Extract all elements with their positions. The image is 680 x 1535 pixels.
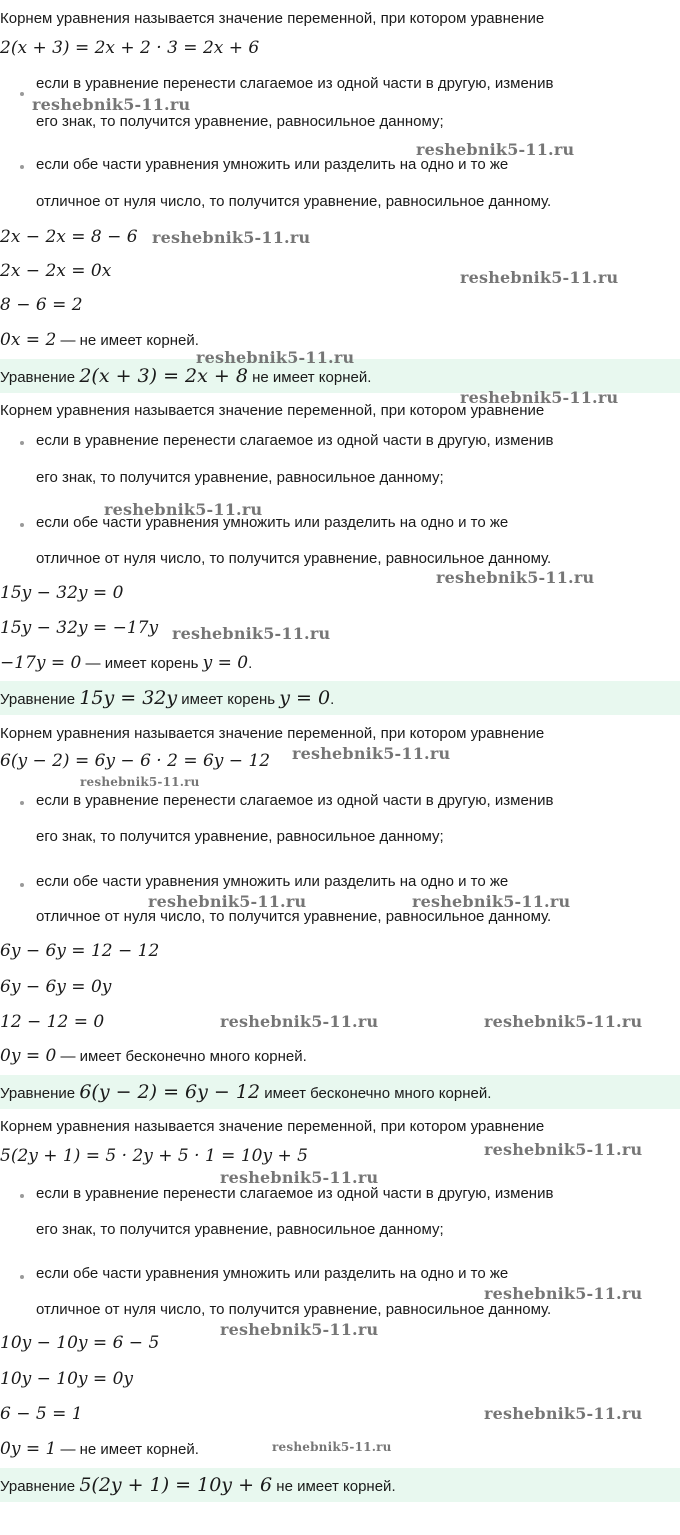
- answer-text: не имеет корней.: [247, 369, 372, 386]
- rule-1-line-1: если в уравнение перенести слагаемое из одной части в другую, изменив: [36, 432, 554, 449]
- bullet-dot: [20, 1275, 24, 1279]
- result-line: [0, 329, 199, 352]
- definition-text: Корнем уравнения называется значение переменной, при котором уравнение: [0, 10, 545, 27]
- answer-equation: 2(x + 3) = 2x + 8: [79, 365, 248, 387]
- answer-equation: 5(2y + 1) = 10y + 6: [79, 1474, 273, 1496]
- watermark: reshebnik5-11.ru: [484, 1404, 643, 1423]
- watermark: reshebnik5-11.ru: [460, 268, 619, 287]
- definition-text: Корнем уравнения называется значение переменной, при котором уравнение: [0, 1118, 545, 1135]
- watermark: reshebnik5-11.ru: [484, 1140, 643, 1159]
- watermark: reshebnik5-11.ru: [220, 1320, 379, 1339]
- watermark: reshebnik5-11.ru: [32, 95, 191, 114]
- rule-2-line-1: если обе части уравнения умножить или разделить на одно и то же: [36, 873, 509, 890]
- watermark: reshebnik5-11.ru: [220, 1168, 379, 1187]
- bullet-dot: [20, 92, 24, 96]
- result-text: — имеет корень: [81, 655, 203, 672]
- rule-1-line-1: если в уравнение перенести слагаемое из одной части в другую, изменив: [36, 75, 554, 92]
- answer-prefix: Уравнение: [0, 1085, 80, 1102]
- bullet-dot: [20, 1194, 24, 1198]
- answer-root: y = 0: [279, 687, 331, 709]
- rule-2-line-1: если обе части уравнения умножить или разделить на одно и то же: [36, 1265, 509, 1282]
- rule-1-line-2: его знак, то получится уравнение, равносильное данному;: [36, 113, 444, 130]
- answer-prefix: Уравнение: [0, 369, 80, 386]
- answer-equation: 15y = 32y: [79, 687, 178, 709]
- rule-1-line-2: его знак, то получится уравнение, равносильное данному;: [36, 469, 444, 486]
- result-text: — не имеет корней.: [56, 1441, 199, 1458]
- answer-prefix: Уравнение: [0, 1478, 80, 1495]
- watermark: reshebnik5-11.ru: [412, 892, 571, 911]
- answer-text: имеет бесконечно много корней.: [260, 1085, 492, 1102]
- step-equation: 10y − 10y = 6 − 5: [0, 1333, 160, 1353]
- answer-text: не имеет корней.: [272, 1478, 396, 1495]
- answer-text: имеет корень: [177, 691, 280, 708]
- bullet-dot: [20, 523, 24, 527]
- result-line: [0, 1045, 307, 1068]
- definition-text: Корнем уравнения называется значение переменной, при котором уравнение: [0, 725, 545, 742]
- bullet-dot: [20, 883, 24, 887]
- rule-1-line-2: его знак, то получится уравнение, равносильное данному;: [36, 1221, 444, 1238]
- rule-1-line-1: если в уравнение перенести слагаемое из одной части в другую, изменив: [36, 1185, 554, 1202]
- step-equation: 10y − 10y = 0y: [0, 1369, 133, 1389]
- result-text: — имеет бесконечно много корней.: [56, 1048, 307, 1065]
- watermark: reshebnik5-11.ru: [436, 568, 595, 587]
- step-equation: 12 − 12 = 0: [0, 1012, 105, 1032]
- result-equation: 0y = 0: [0, 1046, 57, 1066]
- result-text: — не имеет корней.: [56, 332, 199, 349]
- watermark: reshebnik5-11.ru: [152, 228, 311, 247]
- watermark: reshebnik5-11.ru: [484, 1012, 643, 1031]
- result-equation: 0y = 1: [0, 1439, 57, 1459]
- expansion-equation: 2(x + 3) = 2x + 2 · 3 = 2x + 6: [0, 38, 260, 58]
- result-root: y = 0: [202, 653, 249, 673]
- rule-2-line-2: отличное от нуля число, то получится уравнение, равносильное данному.: [36, 193, 552, 210]
- step-equation: 8 − 6 = 2: [0, 295, 83, 315]
- watermark: reshebnik5-11.ru: [272, 1440, 392, 1454]
- definition-text: Корнем уравнения называется значение переменной, при котором уравнение: [0, 402, 545, 419]
- watermark: reshebnik5-11.ru: [148, 892, 307, 911]
- watermark: reshebnik5-11.ru: [220, 1012, 379, 1031]
- answer-equation: 6(y − 2) = 6y − 12: [79, 1081, 261, 1103]
- step-equation: 6y − 6y = 12 − 12: [0, 941, 160, 961]
- step-equation: 15y − 32y = 0: [0, 583, 124, 603]
- watermark: reshebnik5-11.ru: [292, 744, 451, 763]
- rule-1-line-1: если в уравнение перенести слагаемое из одной части в другую, изменив: [36, 792, 554, 809]
- step-equation: 2x − 2x = 0x: [0, 261, 112, 281]
- watermark: reshebnik5-11.ru: [172, 624, 331, 643]
- rule-2-line-2: отличное от нуля число, то получится уравнение, равносильное данному.: [36, 550, 552, 567]
- answer-prefix: Уравнение: [0, 691, 80, 708]
- result-line: [0, 652, 252, 675]
- answer-box: [0, 1468, 680, 1502]
- step-equation: 6 − 5 = 1: [0, 1404, 83, 1424]
- answer-box: [0, 681, 680, 715]
- watermark: reshebnik5-11.ru: [484, 1284, 643, 1303]
- rule-2-line-1: если обе части уравнения умножить или разделить на одно и то же: [36, 514, 509, 531]
- step-equation: 2x − 2x = 8 − 6: [0, 227, 138, 247]
- rule-2-line-2: отличное от нуля число, то получится уравнение, равносильное данному.: [36, 908, 552, 925]
- answer-end: .: [330, 691, 335, 708]
- rule-1-line-2: его знак, то получится уравнение, равносильное данному;: [36, 828, 444, 845]
- bullet-dot: [20, 801, 24, 805]
- result-end: .: [248, 655, 253, 672]
- rule-2-line-1: если обе части уравнения умножить или разделить на одно и то же: [36, 156, 509, 173]
- expansion-equation: 5(2y + 1) = 5 · 2y + 5 · 1 = 10y + 5: [0, 1146, 308, 1166]
- step-equation: 15y − 32y = −17y: [0, 618, 159, 638]
- bullet-dot: [20, 441, 24, 445]
- answer-box: [0, 1075, 680, 1109]
- result-equation: −17y = 0: [0, 653, 82, 673]
- watermark: reshebnik5-11.ru: [460, 388, 619, 407]
- step-equation: 6y − 6y = 0y: [0, 977, 112, 997]
- bullet-dot: [20, 165, 24, 169]
- watermark: reshebnik5-11.ru: [104, 500, 263, 519]
- rule-2-line-2: отличное от нуля число, то получится уравнение, равносильное данному.: [36, 1301, 552, 1318]
- result-equation: 0x = 2: [0, 330, 57, 350]
- watermark: reshebnik5-11.ru: [196, 348, 355, 367]
- result-line: [0, 1438, 199, 1461]
- watermark: reshebnik5-11.ru: [80, 775, 200, 789]
- expansion-equation: 6(y − 2) = 6y − 6 · 2 = 6y − 12: [0, 751, 271, 771]
- watermark: reshebnik5-11.ru: [416, 140, 575, 159]
